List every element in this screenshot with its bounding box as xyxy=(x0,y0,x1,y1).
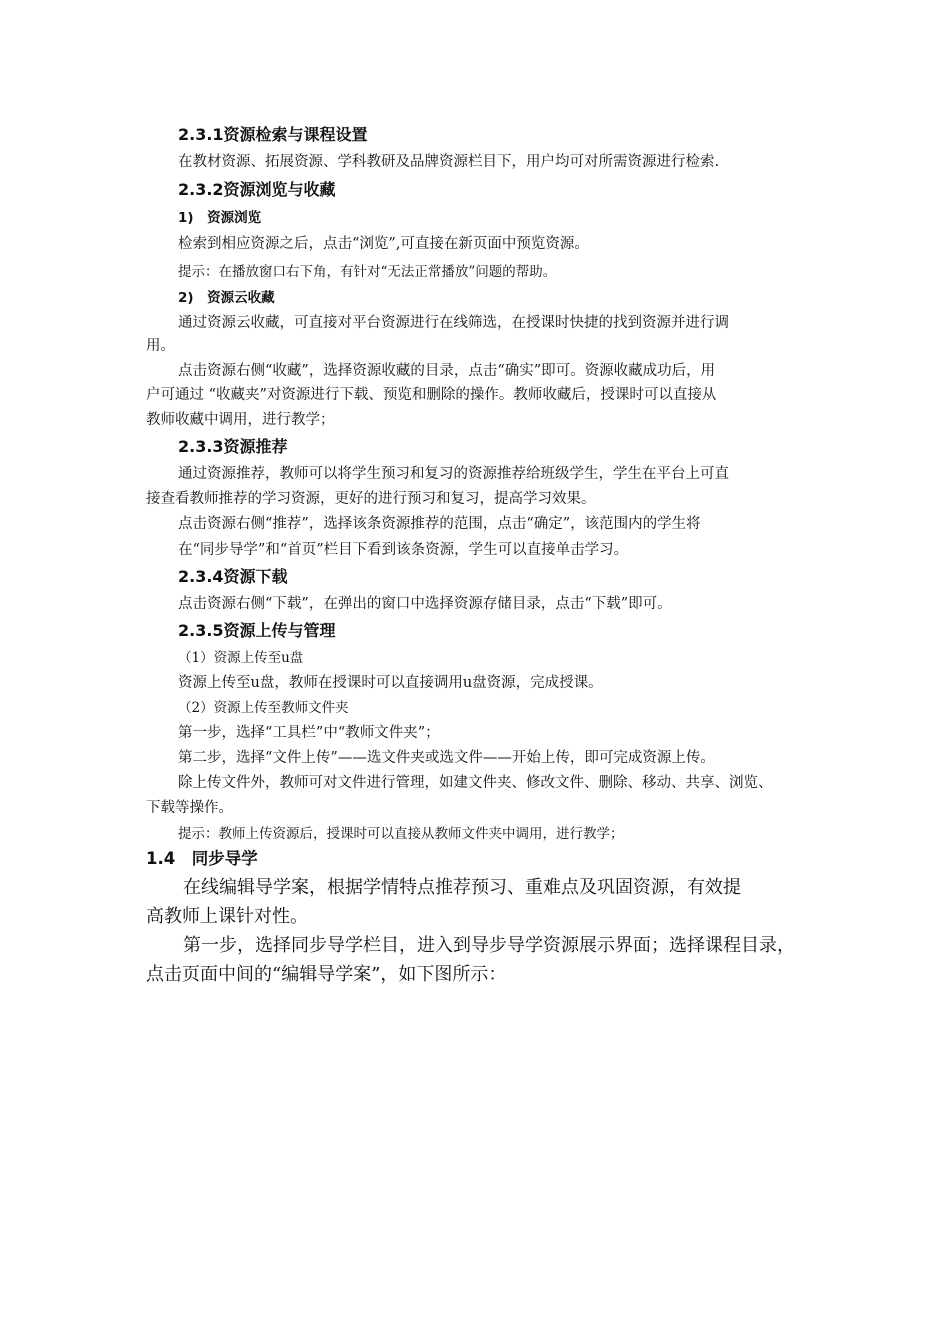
paragraph: 第二步，选择“文件上传”——选文件夹或选文件——开始上传，即可完成资源上传。 xyxy=(178,750,715,766)
subheading-cloud-favorite: 2) 资源云收藏 xyxy=(178,290,275,306)
section-2-3-2-heading: 2.3.2资源浏览与收藏 xyxy=(178,180,336,199)
subheading-upload-usb: （1）资源上传至u盘 xyxy=(178,650,304,666)
paragraph: 通过资源云收藏，可直接对平台资源进行在线筛选，在授课时快捷的找到资源并进行调 xyxy=(178,315,729,331)
paragraph: 在教材资源、拓展资源、学科教研及品牌资源栏目下，用户均可对所需资源进行检索. xyxy=(178,154,720,170)
tip-text: 提示：在播放窗口右下角，有针对“无法正常播放”问题的帮助。 xyxy=(178,264,557,280)
section-2-3-1-heading: 2.3.1资源检索与课程设置 xyxy=(178,125,368,144)
tip-text: 提示：教师上传资源后，授课时可以直接从教师文件夹中调用，进行教学； xyxy=(178,826,624,842)
paragraph: 通过资源推荐，教师可以将学生预习和复习的资源推荐给班级学生，学生在平台上可直 xyxy=(178,466,729,482)
subheading-upload-teacher-folder: （2）资源上传至教师文件夹 xyxy=(178,700,349,716)
paragraph: 资源上传至u盘，教师在授课时可以直接调用u盘资源，完成授课。 xyxy=(178,675,603,691)
paragraph: 下载等操作。 xyxy=(146,800,233,816)
paragraph: 点击页面中间的“编辑导学案”，如下图所示： xyxy=(146,964,507,985)
paragraph: 点击资源右侧“收藏”，选择资源收藏的目录，点击“确实”即可。资源收藏成功后，用 xyxy=(178,363,716,379)
paragraph: 户可通过 “收藏夹”对资源进行下载、预览和删除的操作。教师收藏后，授课时可以直接从 xyxy=(146,387,717,403)
paragraph: 点击资源右侧“下载”，在弹出的窗口中选择资源存储目录，点击“下载”即可。 xyxy=(178,596,672,612)
subheading-resource-browse: 1) 资源浏览 xyxy=(178,210,262,226)
paragraph: 第一步，选择“工具栏”中“教师文件夹”； xyxy=(178,725,440,741)
section-2-3-4-heading: 2.3.4资源下载 xyxy=(178,567,288,586)
paragraph: 检索到相应资源之后，点击“浏览”,可直接在新页面中预览资源。 xyxy=(178,236,589,252)
paragraph: 接查看教师推荐的学习资源，更好的进行预习和复习，提高学习效果。 xyxy=(146,491,596,507)
paragraph: 教师收藏中调用，进行教学； xyxy=(146,412,335,428)
paragraph: 用。 xyxy=(146,338,175,354)
paragraph: 在“同步导学”和“首页”栏目下看到该条资源，学生可以直接单击学习。 xyxy=(178,542,629,558)
section-1-4-heading: 1.4 同步导学 xyxy=(146,849,258,868)
paragraph: 第一步，选择同步导学栏目，进入到导步导学资源展示界面；选择课程目录， xyxy=(183,935,795,956)
section-2-3-5-heading: 2.3.5资源上传与管理 xyxy=(178,621,336,640)
section-2-3-3-heading: 2.3.3资源推荐 xyxy=(178,437,288,456)
paragraph: 除上传文件外，教师可对文件进行管理，如建文件夹、修改文件、删除、移动、共享、浏览、 xyxy=(178,775,773,791)
paragraph: 在线编辑导学案，根据学情特点推荐预习、重难点及巩固资源，有效提 xyxy=(183,877,741,898)
paragraph: 高教师上课针对性。 xyxy=(146,906,308,927)
paragraph: 点击资源右侧“推荐”，选择该条资源推荐的范围，点击“确定”，该范围内的学生将 xyxy=(178,516,701,532)
